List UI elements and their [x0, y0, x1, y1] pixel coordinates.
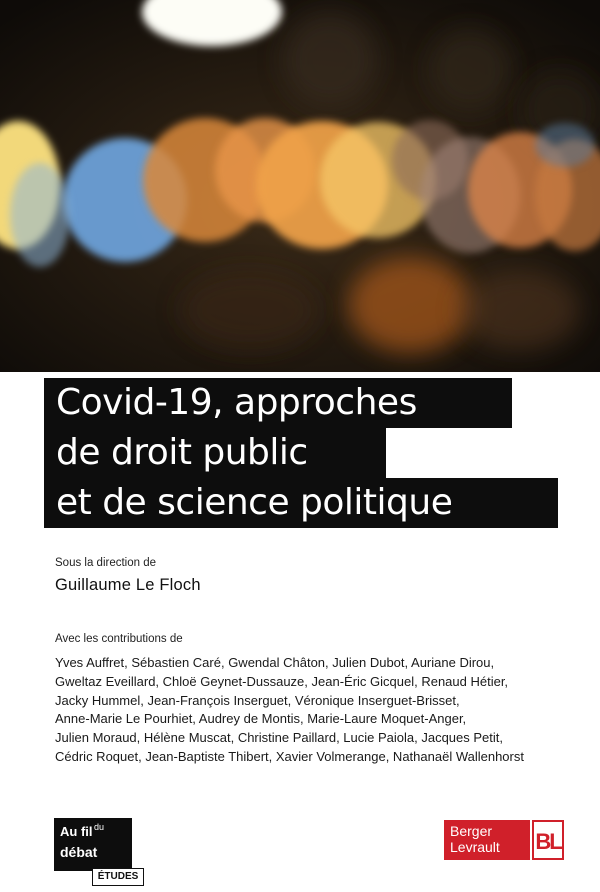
collection-logo-au: Au fil	[60, 824, 93, 839]
collection-logo-debat: débat	[60, 844, 98, 860]
contributors-list	[55, 654, 575, 767]
cover-photo-bokeh	[0, 0, 600, 372]
contributors-line: Jacky Hummel, Jean-François Inserguet, Véronique Inserguet-Brisset,	[55, 692, 460, 708]
contributions-label: Avec les contributions de	[55, 633, 183, 645]
series-label: ÉTUDES	[92, 868, 144, 886]
direction-block	[55, 556, 201, 595]
publisher-name-box	[444, 820, 530, 860]
direction-label: Sous la direction de	[55, 557, 157, 569]
editor-name: Guillaume Le Floch	[55, 576, 201, 594]
contributors-line: Gweltaz Eveillard, Chloë Geynet-Dussauze, Jean-Éric Gicquel, Renaud Hétier,	[55, 673, 509, 689]
contributors-line: Julien Moraud, Hélène Muscat, Christine Paillard, Lucie Paiola, Jacques Petit,	[55, 730, 504, 746]
publisher-logo	[444, 820, 564, 860]
contributors-block	[55, 632, 575, 767]
publisher-line-2: Levrault	[450, 839, 500, 855]
publisher-mark: BL	[532, 820, 564, 860]
book-title	[0, 372, 600, 542]
contributors-line: Yves Auffret, Sébastien Caré, Gwendal Châton, Julien Dubot, Auriane Dirou,	[55, 655, 495, 670]
collection-logo	[54, 818, 132, 871]
collection-logo-du: du	[94, 822, 105, 832]
contributors-line: Anne-Marie Le Pourhiet, Audrey de Montis, Marie-Laure Moquet-Anger,	[55, 711, 467, 727]
contributors-line: Cédric Roquet, Jean-Baptiste Thibert, Xavier Volmerange, Nathanaël Wallenhorst	[55, 748, 524, 764]
publisher-line-1: Berger	[450, 823, 493, 839]
title-line-2: de droit public	[44, 428, 386, 478]
title-line-1: Covid-19, approches	[44, 378, 512, 428]
title-line-3: et de science politique	[44, 478, 558, 528]
